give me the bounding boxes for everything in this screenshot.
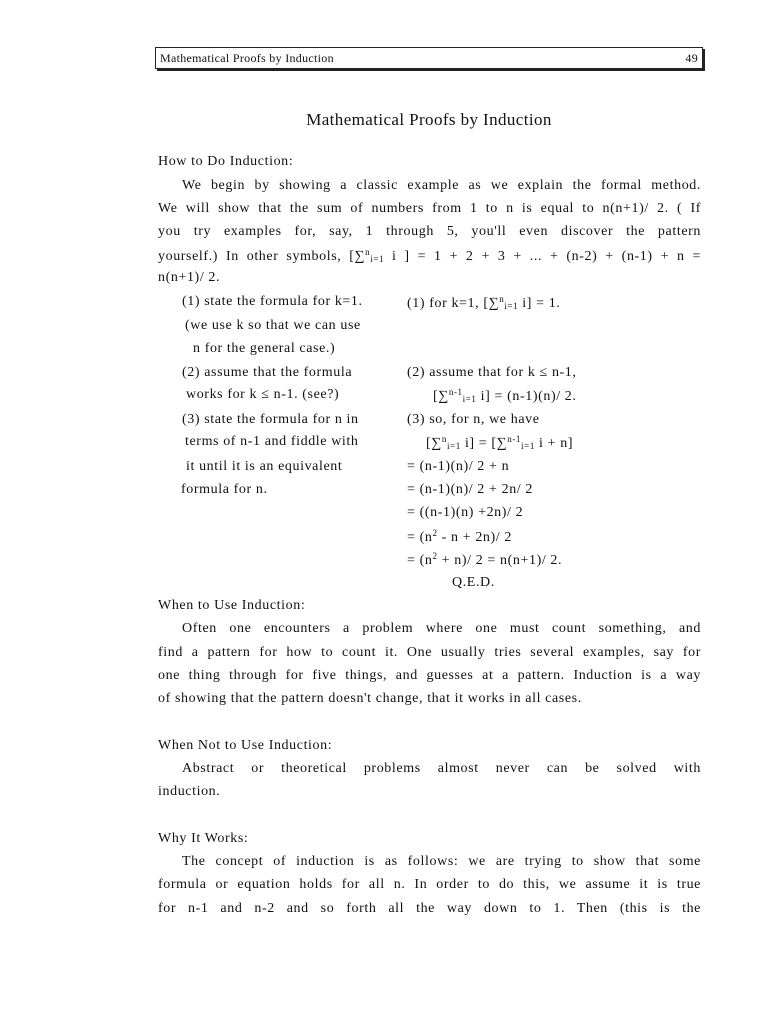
section-heading-when-not: When Not to Use Induction: — [158, 738, 333, 753]
step-right-6: = (n-1)(n)/ 2 + n — [407, 459, 510, 474]
paragraph-line-sum: yourself.) In other symbols, [∑$^n_{i=1}$ i ] = 1 + 2 + 3 + ... + (n-2) + (n-1) + n = — [158, 247, 701, 264]
paragraph-line: you try examples for, say, 1 through 5, you'll even discover the pattern — [158, 224, 701, 239]
qed: Q.E.D. — [452, 575, 495, 590]
step-left: (1) state the formula for k=1. — [182, 294, 363, 309]
step-left: formula for n. — [181, 482, 268, 497]
step-right-10: = $(n^2 + n)/$ 2 = n(n+1)/ 2. — [407, 551, 563, 568]
step-left: it until it is an equivalent — [186, 459, 343, 474]
page-number: 49 — [685, 51, 698, 65]
step-left: works for k ≤ n-1. (see?) — [186, 387, 340, 402]
step-right-1: (1) for k=1, [∑$^n_{i=1}$ i] = 1. — [407, 294, 561, 311]
paragraph-line: We will show that the sum of numbers from 1 to n is equal to n(n+1)/ 2. ( If — [158, 201, 701, 216]
step-right-4: (3) so, for n, we have — [407, 412, 540, 427]
running-header — [155, 47, 703, 69]
paragraph-line: one thing through for five things, and guesses at a pattern. Induction is a way — [158, 668, 701, 683]
step-right-3: [∑$^{n-1}_{i=1}$ i] = (n-1)(n)/ 2. — [433, 387, 577, 404]
step-right-5: [∑$^n_{i=1}$ i] = [∑$^{n-1}_{i=1}$ i + n] — [426, 434, 574, 451]
paragraph-line: The concept of induction is as follows: we are trying to show that some — [182, 854, 701, 869]
step-left: n for the general case.) — [193, 341, 336, 356]
paragraph-line: induction. — [158, 784, 221, 799]
paragraph-line: n(n+1)/ 2. — [158, 270, 221, 285]
section-heading-when: When to Use Induction: — [158, 598, 306, 613]
paragraph-line: find a pattern for how to count it. One usually tries several examples, say for — [158, 645, 701, 660]
page-title: Mathematical Proofs by Induction — [306, 110, 552, 129]
step-left: (2) assume that the formula — [182, 365, 353, 380]
step-right-2: (2) assume that for k ≤ n-1, — [407, 365, 577, 380]
paragraph-line: for n-1 and n-2 and so forth all the way down to 1. Then (this is the — [158, 901, 701, 916]
step-left: (we use k so that we can use — [185, 318, 361, 333]
paragraph-line: of showing that the pattern doesn't change, that it works in all cases. — [158, 691, 582, 706]
step-right-9: = $(n^2 - n + 2n)/$ 2 — [407, 528, 512, 545]
step-right-8: = ((n-1)(n) +2n)/ 2 — [407, 505, 524, 520]
section-heading-why: Why It Works: — [158, 831, 249, 846]
step-left: terms of n-1 and fiddle with — [185, 434, 359, 449]
paragraph-line: formula or equation holds for all n. In order to do this, we assume it is true — [158, 877, 701, 892]
paragraph-line: Often one encounters a problem where one must count something, and — [182, 621, 701, 636]
paragraph-line: Abstract or theoretical problems almost never can be solved with — [182, 761, 701, 776]
running-header-title: Mathematical Proofs by Induction — [160, 51, 334, 65]
step-left: (3) state the formula for n in — [182, 412, 359, 427]
section-heading-how: How to Do Induction: — [158, 154, 294, 169]
step-right-7: = (n-1)(n)/ 2 + 2n/ 2 — [407, 482, 533, 497]
paragraph-line: We begin by showing a classic example as we explain the formal method. — [182, 178, 701, 193]
